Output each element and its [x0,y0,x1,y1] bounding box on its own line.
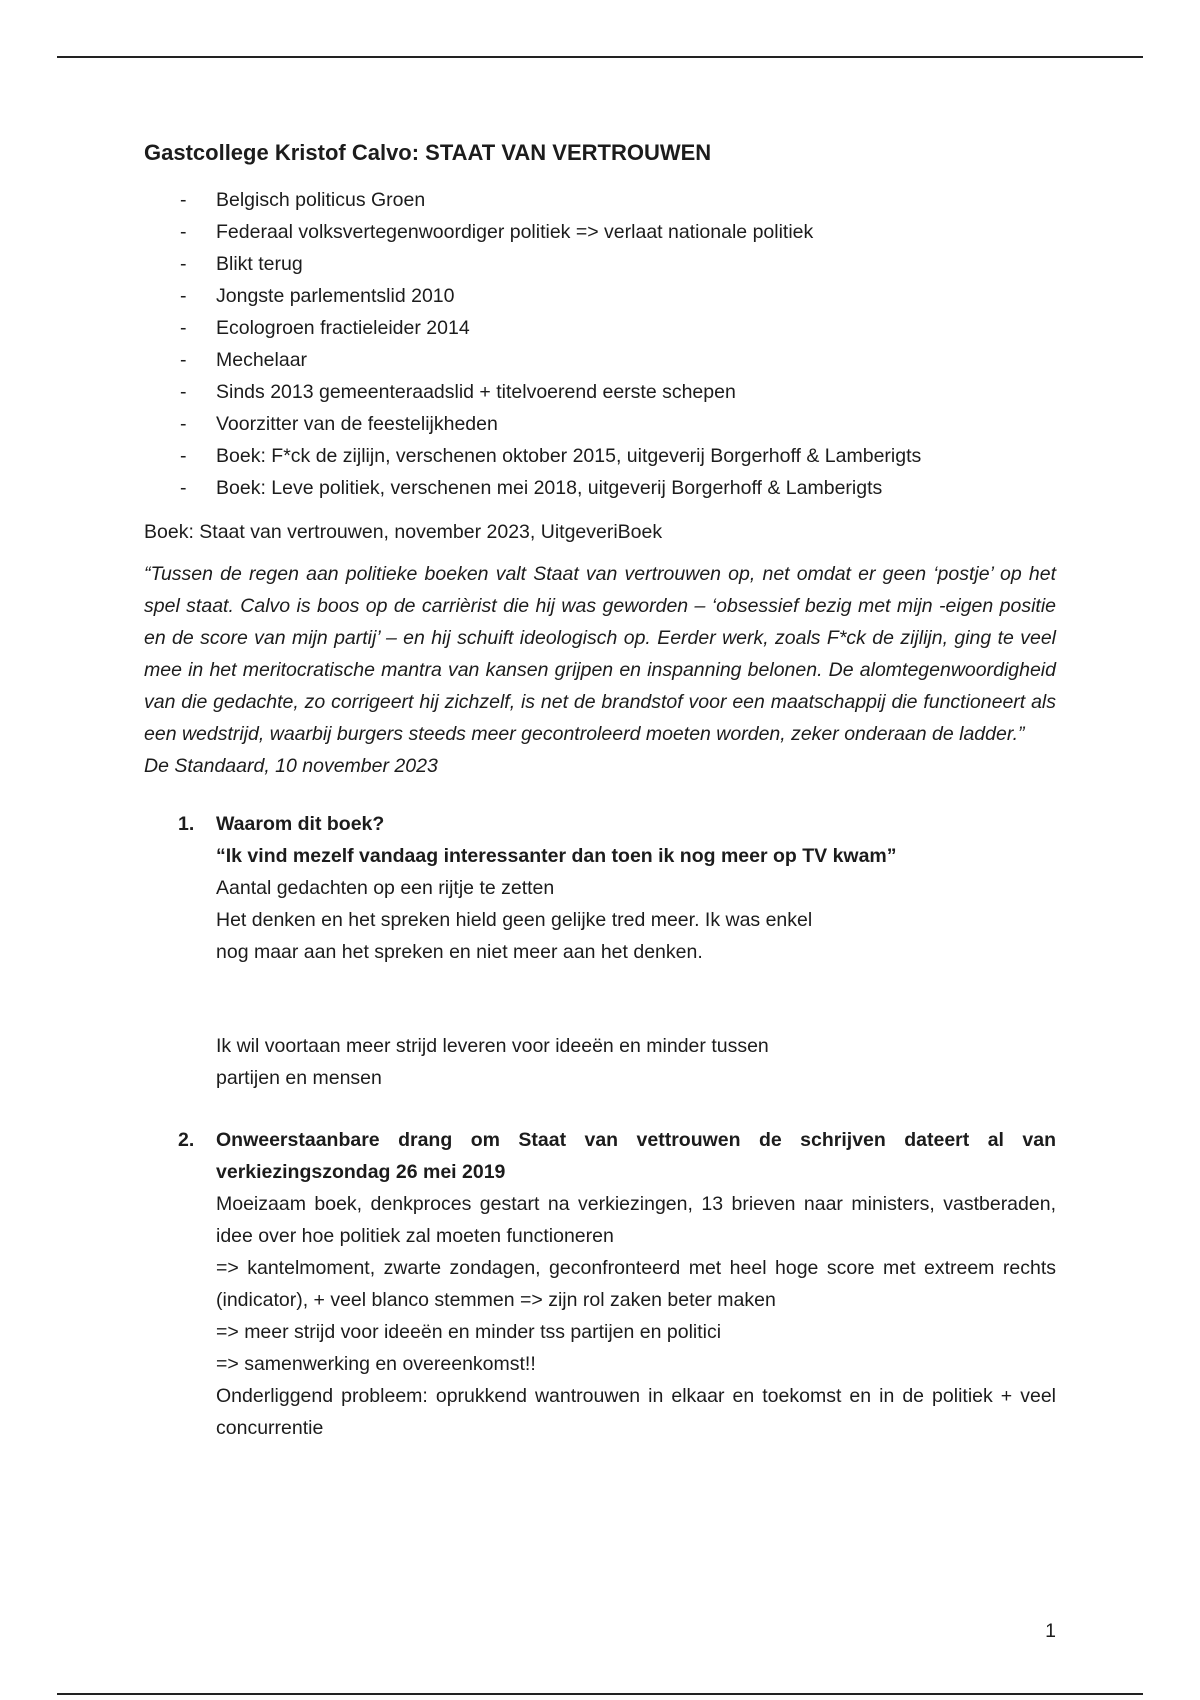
list-item: - Mechelaar [144,344,1056,376]
page-number: 1 [1045,1620,1056,1642]
page-title: Gastcollege Kristof Calvo: STAAT VAN VERTROUWEN [144,140,712,165]
section-quote: “Ik vind mezelf vandaag interessanter dan toen ik nog meer op TV kwam” [216,845,897,867]
section-number: 1. [178,813,195,835]
section-paragraph: => samenwerking en overeenkomst!! [216,1353,536,1375]
section-paragraph: => kantelmoment, zwarte zondagen, geconfronteerd met heel hoge score met extreem rechts (indicator), + veel blanco stemmen => zijn rol zaken beter maken [216,1257,1056,1311]
list-item: - Ecologroen fractieleider 2014 [144,312,1056,344]
section-line: Aantal gedachten op een rijtje te zetten [216,877,555,899]
spacer [216,968,1056,1030]
list-item: - Boek: Leve politiek, verschenen mei 2018, uitgeverij Borgerhoff & Lamberigts [144,472,1056,504]
section-urge [144,1124,1056,1444]
footer-rule [57,1693,1143,1695]
section-heading: Waarom dit boek? [216,813,385,835]
section-paragraph: Onderliggend probleem: oprukkend wantrouwen in elkaar en toekomst en in de politiek + veel concurrentie [216,1385,1056,1439]
list-item: - Belgisch politicus Groen [144,184,1056,216]
list-item: - Blikt terug [144,248,1056,280]
list-item: - Federaal volksvertegenwoordiger politiek => verlaat nationale politiek [144,216,1056,248]
section-line: Ik wil voortaan meer strijd leveren voor ideeën en minder tussen [216,1035,769,1057]
section-paragraph: => meer strijd voor ideeën en minder tss partijen en politici [216,1321,722,1343]
section-heading: Onweerstaanbare drang om Staat van vettrouwen de schrijven dateert al van verkiezingszondag 26 mei 2019 [216,1129,1056,1183]
quote-source: De Standaard, 10 november 2023 [144,755,438,777]
section-paragraph: Moeizaam boek, denkproces gestart na verkiezingen, 13 brieven naar ministers, vastberaden, idee over hoe politiek zal moeten functioneren [216,1193,1056,1247]
section-line: nog maar aan het spreken en niet meer aan het denken. [216,941,703,963]
book-line: Boek: Staat van vertrouwen, november 2023, UitgeveriBoek [144,521,663,543]
bio-list [144,184,1056,504]
header-rule [57,56,1143,58]
list-item: - Sinds 2013 gemeenteraadslid + titelvoerend eerste schepen [144,376,1056,408]
section-number: 2. [178,1129,195,1151]
section-line: partijen en mensen [216,1067,382,1089]
review-quote: “Tussen de regen aan politieke boeken valt Staat van vertrouwen op, net omdat er geen ‘postje’ op het spel staat. Calvo is boos op de carrièrist die hij was geworden – ‘obsessief bezig met mijn -eigen positie en de score van mijn partij’ – en hij schuift ideologisch op. Eerder werk, zoals F*ck de zijlijn, ging te veel mee in het meritocratische mantra van kansen grijpen en inspanning belonen. De alomtegenwoordigheid van die gedachte, zo corrigeert hij zichzelf, is net de brandstof voor een maatschappij die functioneert als een wedstrijd, waarbij burgers steeds meer gecontroleerd moeten worden, zeker onderaan de ladder.” [144,563,1056,745]
section-why-this-book [144,808,1056,1094]
document-body [144,140,1056,1444]
list-item: - Boek: F*ck de zijlijn, verschenen oktober 2015, uitgeverij Borgerhoff & Lamberigts [144,440,1056,472]
list-item: - Voorzitter van de feestelijkheden [144,408,1056,440]
list-item: - Jongste parlementslid 2010 [144,280,1056,312]
section-line: Het denken en het spreken hield geen gelijke tred meer. Ik was enkel [216,909,813,931]
